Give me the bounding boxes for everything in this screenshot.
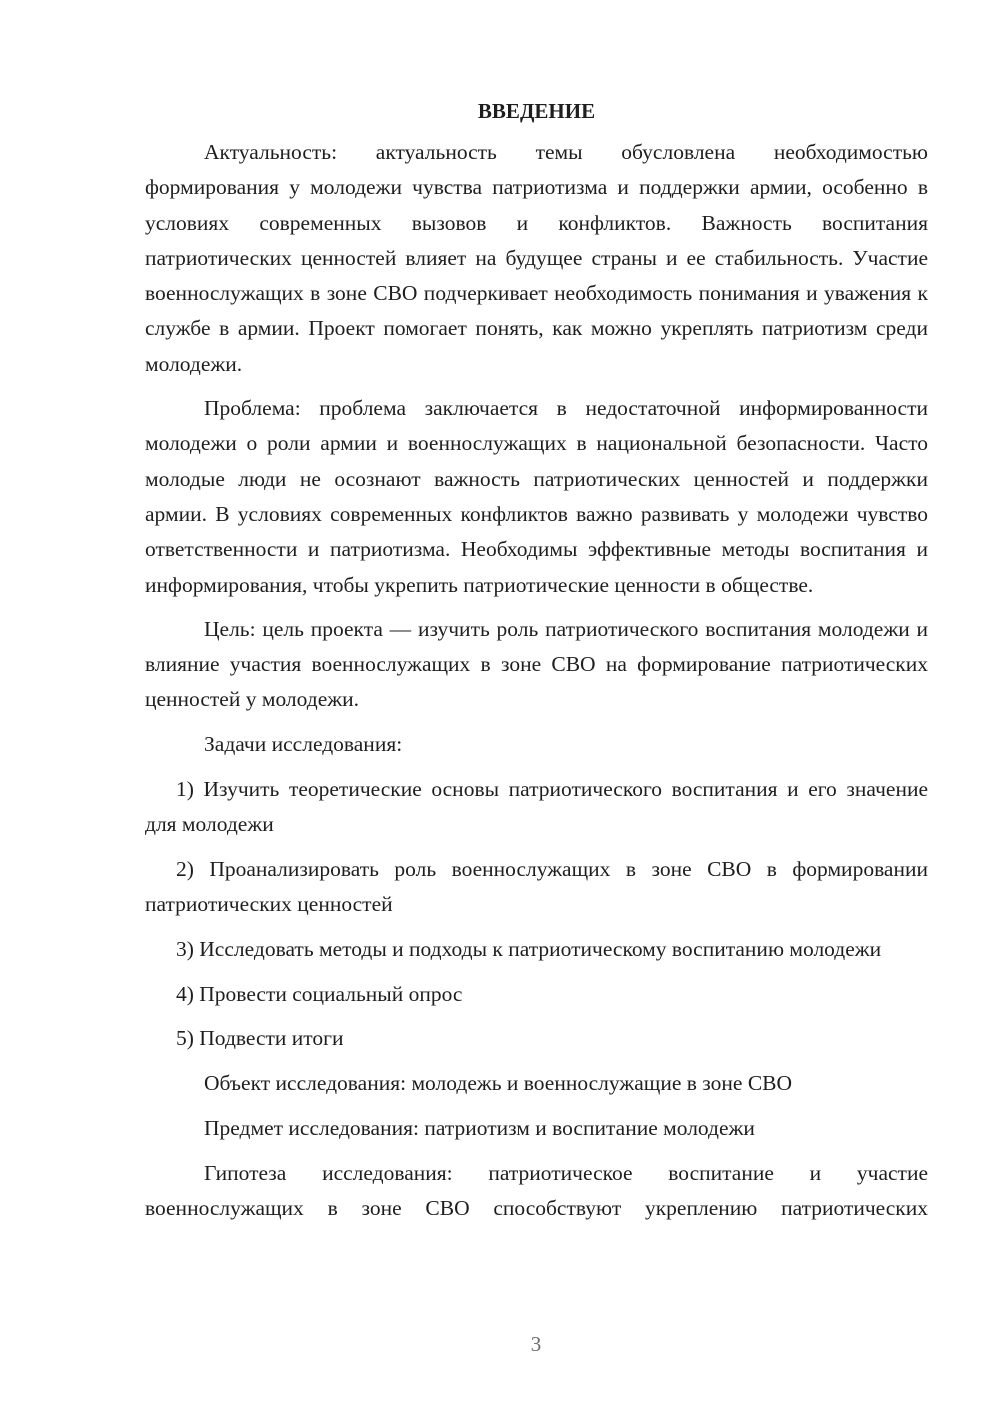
- research-object: Объект исследования: молодежь и военнослужащие в зоне СВО: [204, 1071, 793, 1096]
- research-subject: Предмет исследования: патриотизм и воспитание молодежи: [204, 1115, 755, 1140]
- tasks-heading: Задачи исследования:: [204, 731, 403, 756]
- research-hypothesis: Гипотеза исследования: патриотическое воспитание и участие военнослужащих в зоне СВО способствуют укреплению патриотических: [145, 1160, 928, 1221]
- goal-paragraph: Цель: цель проекта — изучить роль патриотического воспитания молодежи и влияние участия военнослужащих в зоне СВО на формирование патриотических ценностей у молодежи.: [145, 616, 928, 712]
- page-content: [145, 98, 928, 1226]
- problem-paragraph: Проблема: проблема заключается в недостаточной информированности молодежи о роли армии и военнослужащих в национальной безопасности. Часто молодые люди не осознают важность патриотических ценностей и поддержки армии. В условиях современных конфликтов важно развивать у молодежи чувство ответственности и патриотизма. Необходимы эффективные методы воспитания и информирования, чтобы укрепить патриотические ценности в обществе.: [145, 396, 928, 597]
- relevance-paragraph: Актуальность: актуальность темы обусловлена необходимостью формирования у молодежи чувства патриотизма и поддержки армии, особенно в условиях современных вызовов и конфликтов. Важность воспитания патриотических ценностей влияет на будущее страны и ее стабильность. Участие военнослужащих в зоне СВО подчеркивает необходимость понимания и уважения к службе в армии. Проект помогает понять, как можно укреплять патриотизм среди молодежи.: [145, 140, 928, 376]
- task-item-2: 2) Проанализировать роль военнослужащих в зоне СВО в формировании патриотических ценностей: [145, 856, 928, 916]
- page-number: 3: [530, 1332, 542, 1356]
- page-title: ВВЕДЕНИЕ: [477, 99, 596, 123]
- task-item-5: 5) Подвести итоги: [176, 1026, 344, 1051]
- task-item-1: 1) Изучить теоретические основы патриотического воспитания и его значение для молодежи: [145, 776, 928, 836]
- task-item-3: 3) Исследовать методы и подходы к патриотическому воспитанию молодежи: [176, 936, 882, 961]
- task-item-4: 4) Провести социальный опрос: [176, 981, 463, 1006]
